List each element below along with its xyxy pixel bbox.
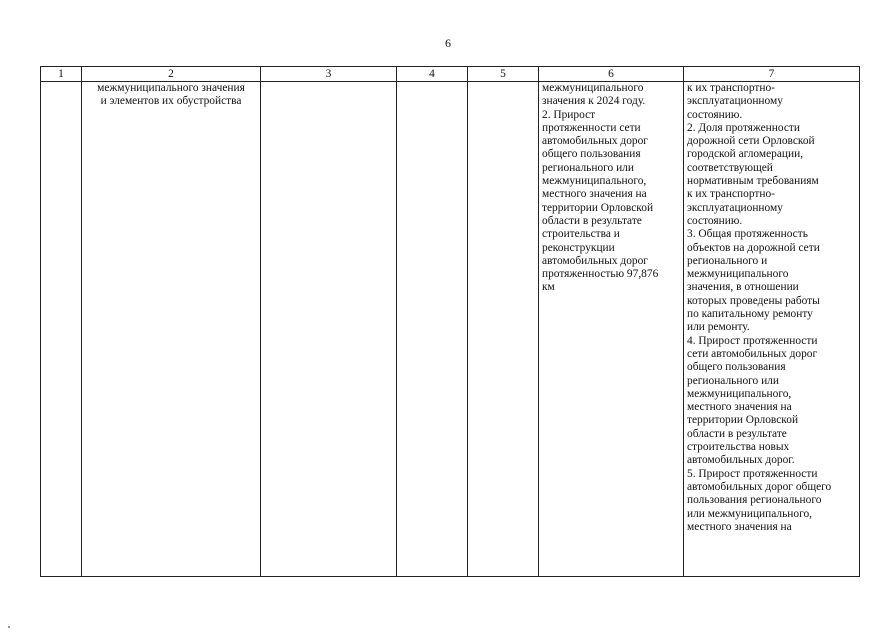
cell-col1 bbox=[41, 82, 82, 577]
column-header-4: 4 bbox=[397, 67, 468, 82]
column-header-7: 7 bbox=[684, 67, 860, 82]
page-number: 6 bbox=[445, 36, 451, 50]
column-header-2: 2 bbox=[82, 67, 261, 82]
scan-speck bbox=[8, 626, 10, 628]
column-header-6: 6 bbox=[539, 67, 684, 82]
table-row bbox=[41, 82, 860, 577]
document-table bbox=[40, 66, 860, 577]
column-header-3: 3 bbox=[261, 67, 397, 82]
cell-col6: межмуниципального значения к 2024 году. 2. Прирост протяженности сети автомобильных дорог общего пользования регионального или межмуниципального, местного значения на территории Орловской области в результате строительства и реконструкции автомобильных дорог протяженностью 97,876 км bbox=[539, 82, 684, 577]
cell-col4 bbox=[397, 82, 468, 577]
cell-col2: межмуниципального значения и элементов их обустройства bbox=[82, 82, 261, 577]
cell-col5 bbox=[468, 82, 539, 577]
column-header-5: 5 bbox=[468, 67, 539, 82]
table-header-row bbox=[41, 67, 860, 82]
cell-col3 bbox=[261, 82, 397, 577]
column-header-1: 1 bbox=[41, 67, 82, 82]
cell-col7: к их транспортно- эксплуатационному состоянию. 2. Доля протяженности дорожной сети Орловской городской агломерации, соответствующей нормативным требованиям к их транспортно- эксплуатационному состоянию. 3. Общая протяженность объектов на дорожной сети регионального и межмуниципального значения, в отношении которых проведены работы по капитальному ремонту или ремонту. 4. Прирост протяженности сети автомобильных дорог общего пользования регионального или межмуниципального, местного значения на территории Орловской области в результате строительства новых автомобильных дорог. 5. Прирост протяженности автомобильных дорог общего пользования регионального или межмуниципального, местного значения на bbox=[684, 82, 860, 577]
